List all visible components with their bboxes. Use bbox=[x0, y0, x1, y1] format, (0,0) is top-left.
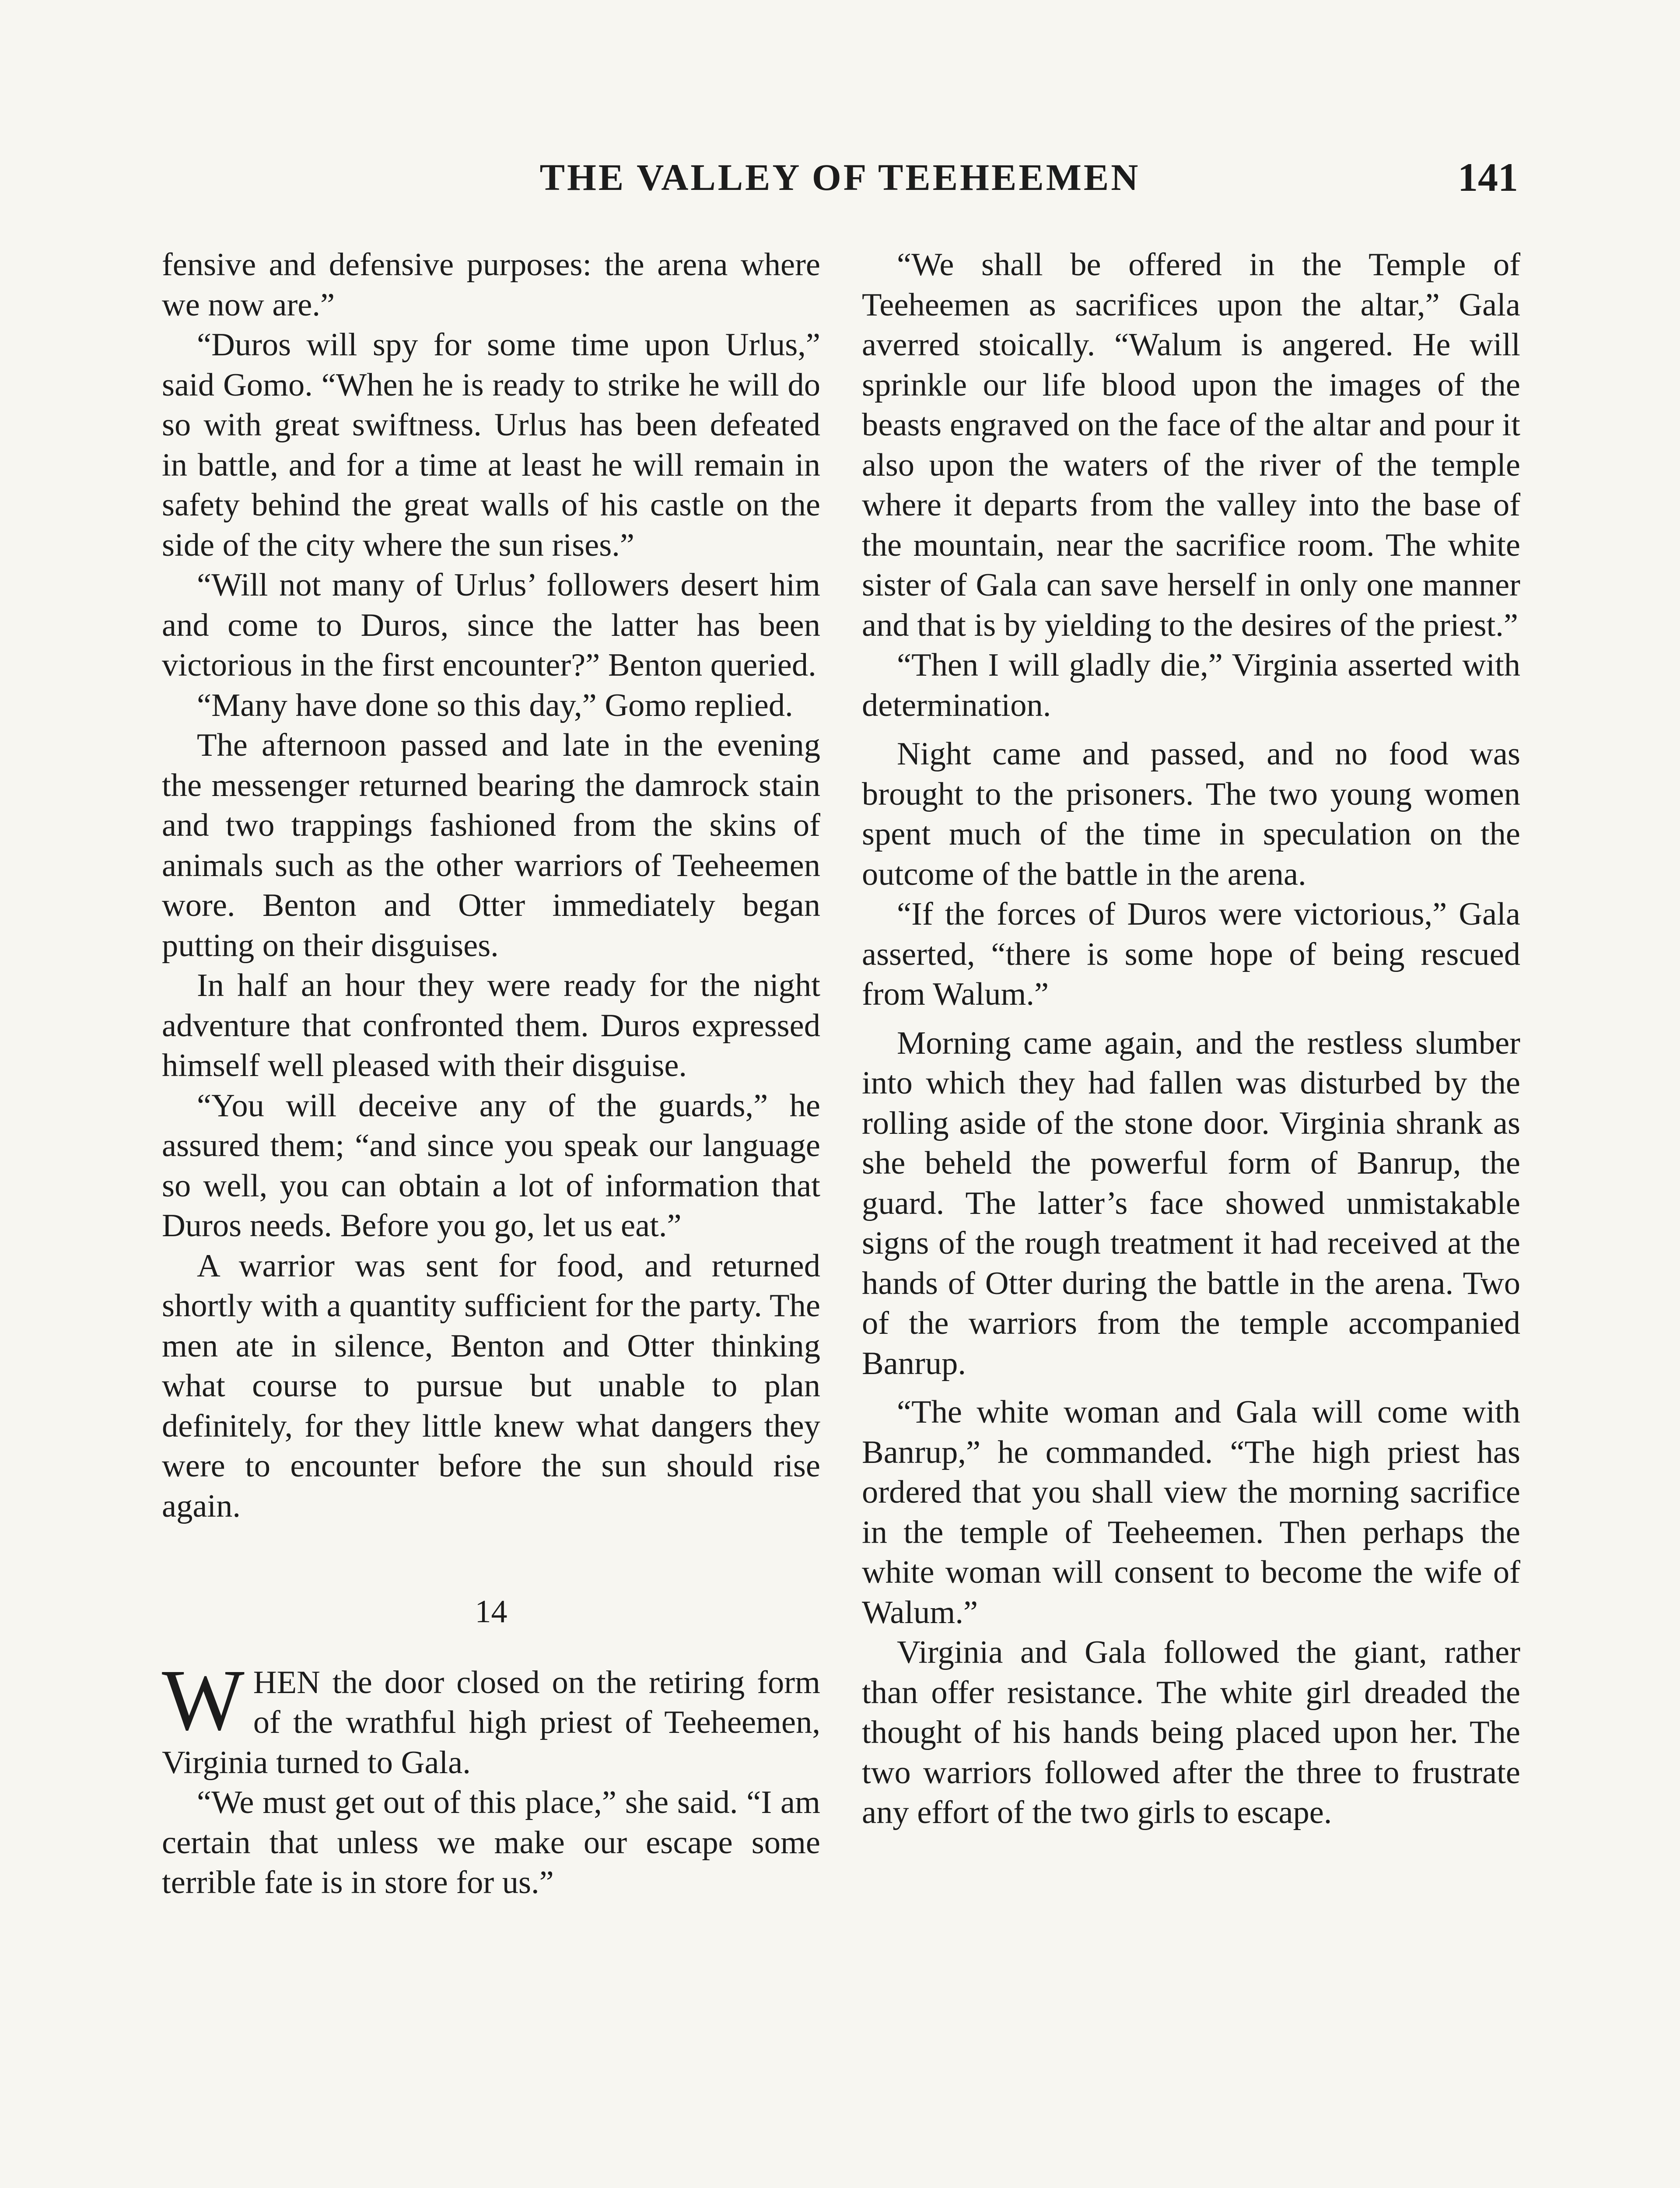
paragraph: In half an hour they were ready for the night adventure that confronted them. Duros expressed himself well pleased with their disguise. bbox=[162, 968, 820, 1083]
right-column bbox=[862, 245, 1520, 1833]
paragraph: “Many have done so this day,” Gomo replied. bbox=[197, 687, 793, 723]
paragraph: “The white woman and Gala will come with Banrup,” he commanded. “The high priest has ordered that you shall view the morning sacrifice in the temple of Teeheemen. Then perhaps the white woman will consent to become the wife of Walum.” bbox=[862, 1394, 1520, 1630]
paragraph: “Then I will gladly die,” Virginia asserted with determination. bbox=[862, 647, 1520, 723]
left-column bbox=[162, 245, 820, 1903]
chapter-opening-paragraph bbox=[162, 1652, 820, 1783]
paragraph: “We shall be offered in the Temple of Teeheemen as sacrifices upon the altar,” Gala averred stoically. “Walum is angered. He will sprinkle our life blood upon the images of the beasts engraved on the face of the altar and pour it also upon the waters of the river of the temple where it departs from the valley into the base of the mountain, near the sacrifice room. The white sister of Gala can save herself in only one manner and that is by yielding to the desires of the priest.” bbox=[862, 247, 1520, 643]
paragraph: “We must get out of this place,” she said. “I am certain that unless we make our escape some terrible fate is in store for us.” bbox=[162, 1785, 820, 1900]
paragraph-gap bbox=[862, 1015, 1520, 1024]
paragraph: fensive and defensive purposes: the arena where we now are.” bbox=[162, 247, 820, 323]
paragraph-gap bbox=[862, 1384, 1520, 1392]
paragraph: Morning came again, and the restless slumber into which they had fallen was disturbed by the rolling aside of the stone door. Virginia shrank as she beheld the powerful form of Banrup, the guard. The latter’s face showed unmistakable signs of the rough treatment it had received at the hands of Otter during the battle in the arena. Two of the warriors from the temple accompanied Banrup. bbox=[862, 1025, 1520, 1382]
paragraph-text: HEN the door closed on the retiring form of the wrathful high priest of Teeheemen, Virginia turned to Gala. bbox=[162, 1664, 820, 1781]
paragraph-gap bbox=[862, 726, 1520, 734]
running-title: THE VALLEY OF TEEHEEMEN bbox=[539, 156, 1141, 198]
paragraph: “You will deceive any of the guards,” he assured them; “and since you speak our language so well, you can obtain a lot of information that Duros needs. Before you go, let us eat.” bbox=[162, 1087, 820, 1244]
paragraph: “Duros will spy for some time upon Urlus,” said Gomo. “When he is ready to strike he will do so with great swiftness. Urlus has been defeated in battle, and for a time at least he will remain in safety behind the great walls of his castle on the side of the city where the sun rises.” bbox=[162, 327, 820, 563]
paragraph: The afternoon passed and late in the evening the messenger returned bearing the damrock stain and two trappings fashioned from the skins of animals such as the other warriors of Teeheemen wore. Benton and Otter immediately began putting on their disguises. bbox=[162, 727, 820, 964]
running-head bbox=[162, 149, 1518, 206]
drop-cap: W bbox=[162, 1652, 245, 1749]
paragraph: “If the forces of Duros were victorious,” Gala asserted, “there is some hope of being rescued from Walum.” bbox=[862, 896, 1520, 1012]
paragraph: Virginia and Gala followed the giant, rather than offer resistance. The white girl dreaded the thought of his hands being placed upon her. The two warriors followed after the three to frustrate any effort of the two girls to escape. bbox=[862, 1634, 1520, 1830]
paragraph: “Will not many of Urlus’ followers desert him and come to Duros, since the latter has been victorious in the first encounter?” Benton queried. bbox=[162, 567, 820, 683]
page-number: 141 bbox=[1458, 155, 1518, 200]
paragraph: Night came and passed, and no food was brought to the prisoners. The two young women spent much of the time in speculation on the outcome of the battle in the arena. bbox=[862, 736, 1520, 892]
chapter-number: 14 bbox=[475, 1594, 508, 1630]
paragraph: A warrior was sent for food, and returned shortly with a quantity sufficient for the party. The men ate in silence, Benton and Otter thinking what course to pursue but unable to plan definitely, for they little knew what dangers they were to encounter before the sun should rise again. bbox=[162, 1248, 820, 1524]
